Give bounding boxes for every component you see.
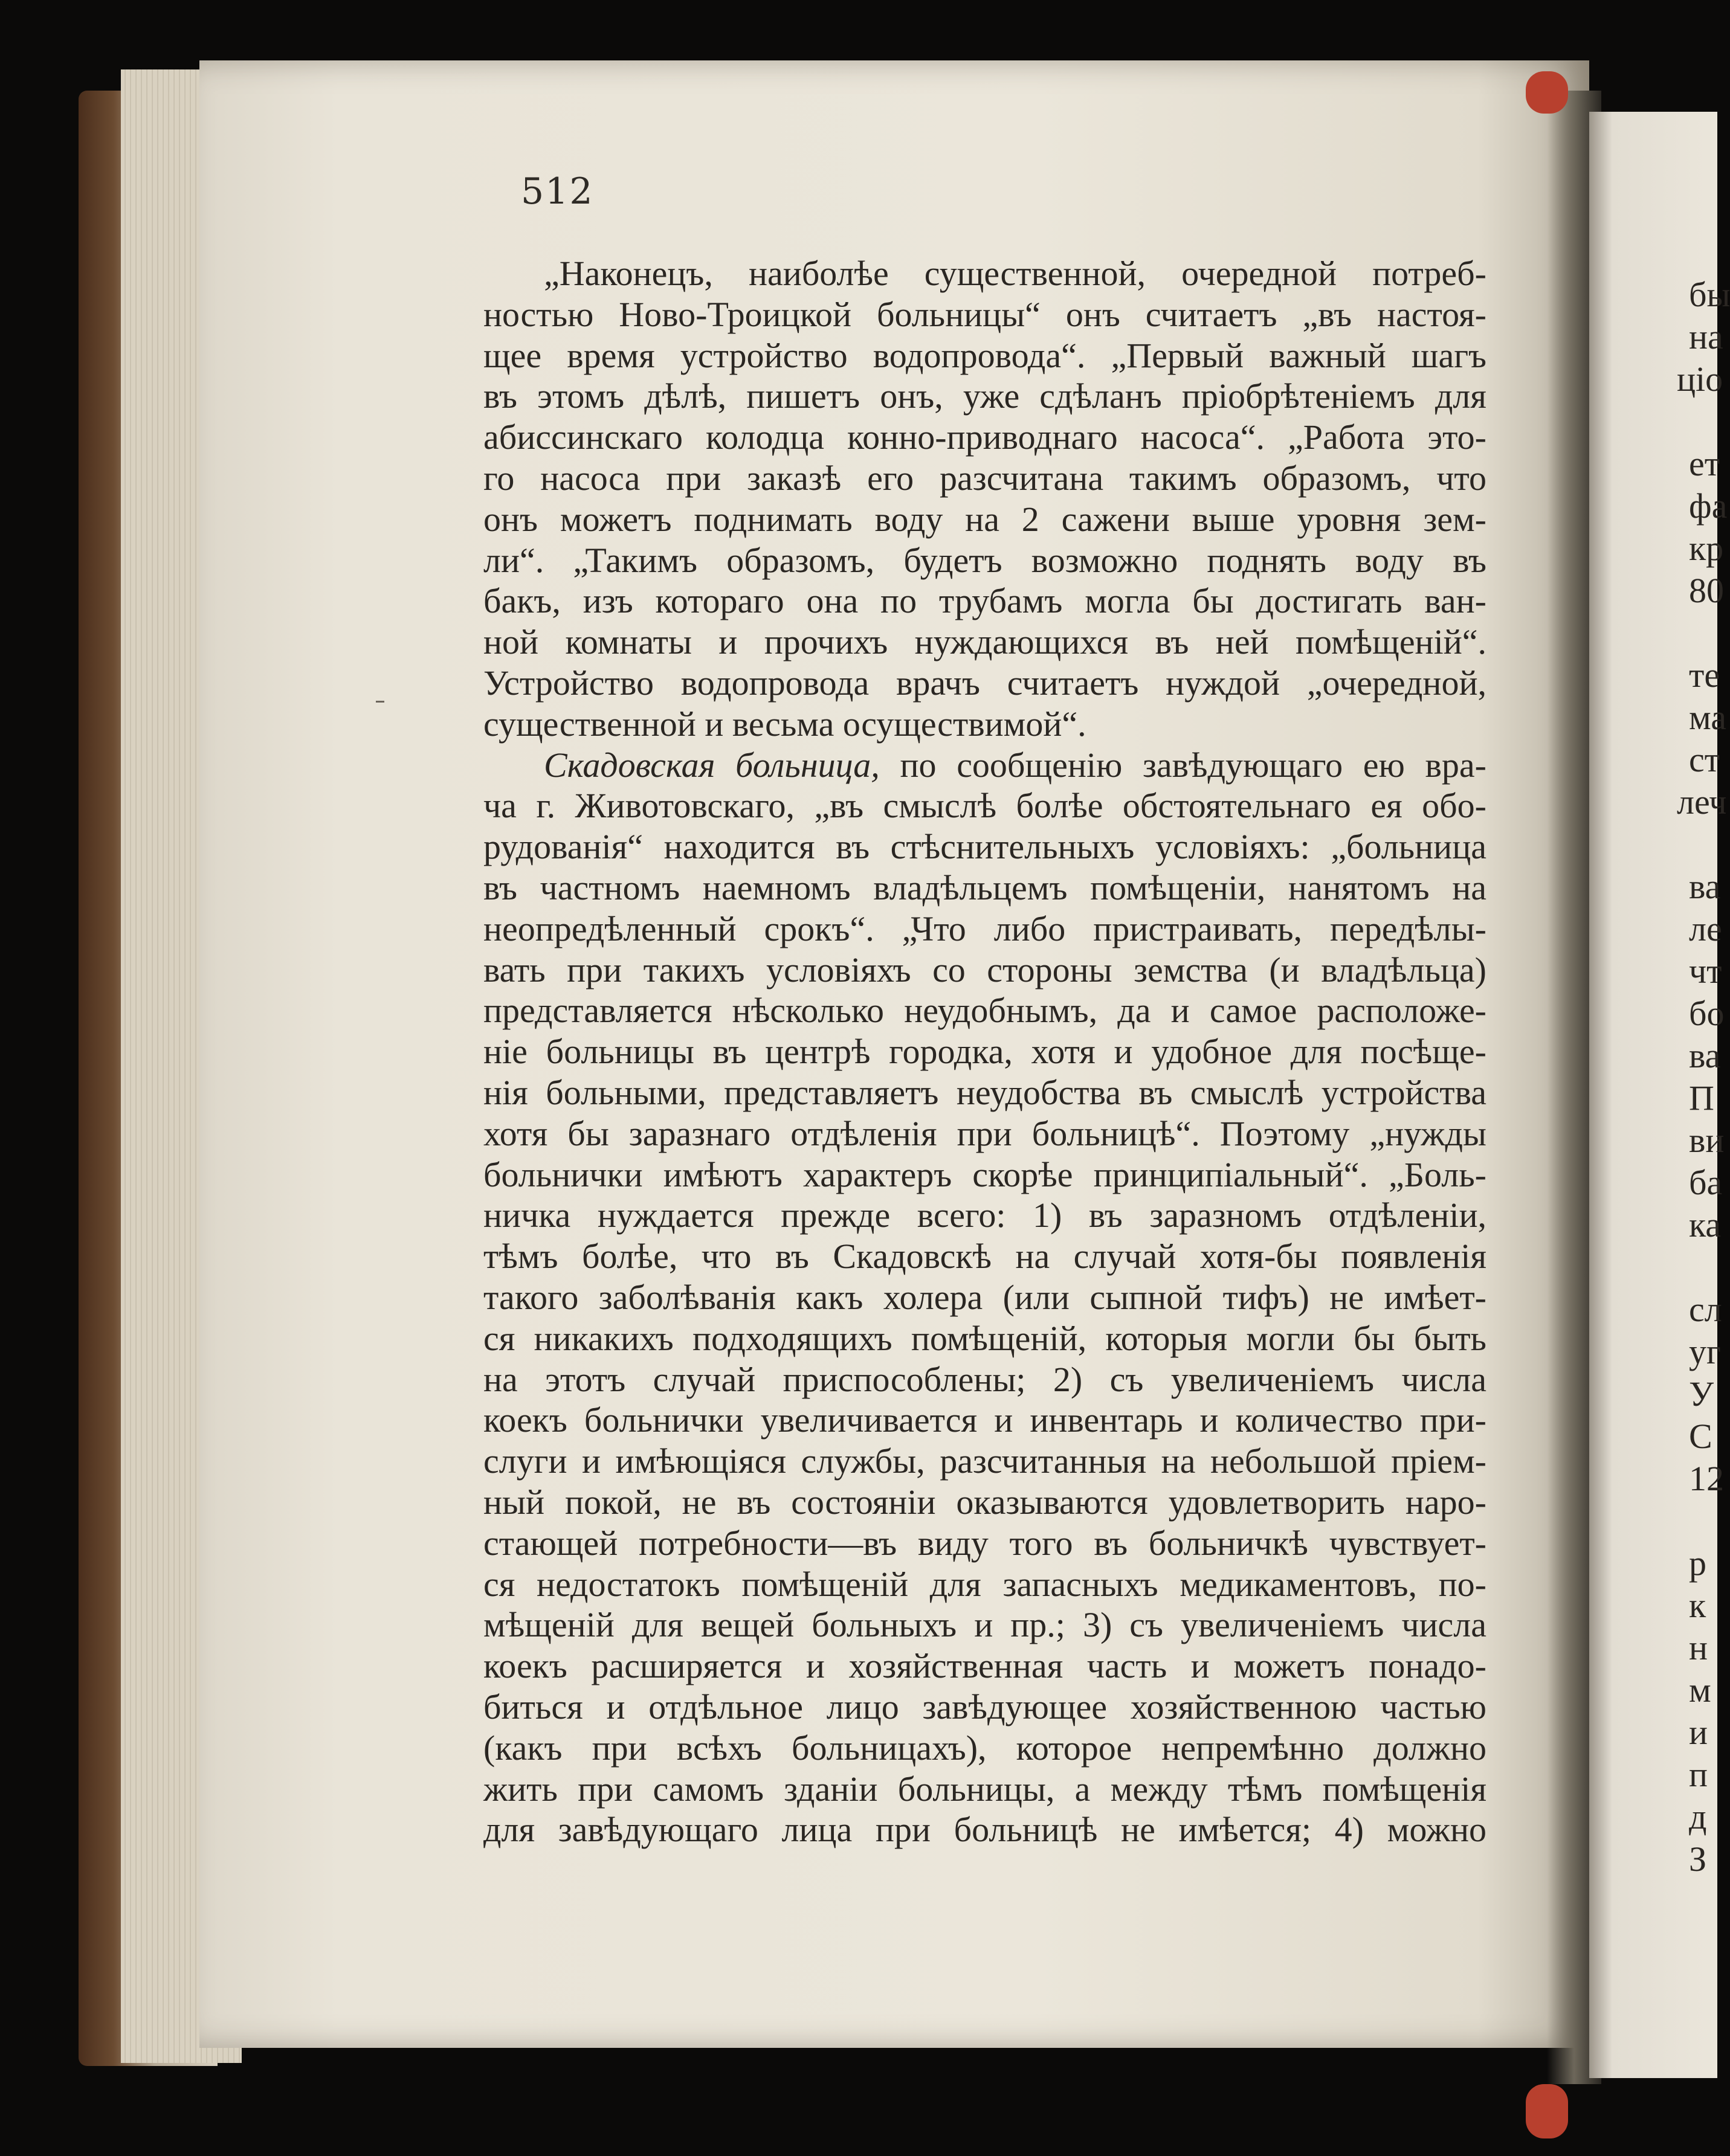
text-line: ничка нуждается прежде всего: 1) въ заразномъ отдѣленіи,	[483, 1195, 1486, 1235]
text-line: ся никакихъ подходящихъ помѣщеній, которыя могли бы быть	[483, 1318, 1486, 1358]
next-page-fragment: С	[1689, 1417, 1712, 1456]
next-page-fragment: чт	[1689, 951, 1722, 991]
text-line: биться и отдѣльное лицо завѣдующее хозяйственною частью	[483, 1687, 1486, 1726]
next-page-fragment: 80	[1689, 571, 1724, 610]
text-line-rest: по сообщенію завѣдующаго ею вра-	[879, 745, 1486, 785]
next-page-fragment: ет	[1689, 444, 1720, 483]
text-line: представляется нѣсколько неудобнымъ, да и самое расположе-	[483, 991, 1486, 1031]
text-line: нія больными, представляетъ неудобства въ смыслѣ устройства	[483, 1073, 1486, 1112]
next-page-fragment: м	[1689, 1670, 1711, 1710]
next-page-fragment: 12	[1689, 1459, 1724, 1498]
next-page-fragment: П	[1689, 1078, 1714, 1118]
text-line: въ частномъ наемномъ владѣльцемъ помѣщеніи, нанятомъ на	[483, 868, 1486, 907]
next-page-fragment: ціо	[1677, 359, 1723, 399]
text-line: онъ можетъ поднимать воду на 2 сажени выше уровня зем-	[483, 499, 1486, 539]
text-line: ностью Ново-Троицкой больницы“ онъ считаетъ „въ настоя-	[483, 294, 1486, 334]
next-page-fragment: и	[1689, 1713, 1708, 1752]
text-line: бакъ, изъ котораго она по трубамъ могла бы достигать ван-	[483, 581, 1486, 621]
next-page-fragment: бо	[1689, 994, 1725, 1033]
text-line: больнички имѣютъ характеръ скорѣе принципіальный“. „Боль-	[483, 1154, 1486, 1194]
next-page-fragment: ма	[1689, 698, 1727, 737]
next-page-fragment: ба	[1689, 1163, 1723, 1202]
next-page-fragment: сл	[1689, 1290, 1722, 1329]
next-page-fragment: ви	[1689, 1121, 1725, 1160]
text-line: щее время устройство водопровода“. „Первый важный шагъ	[483, 335, 1486, 375]
text-line: абиссинскаго колодца конно-приводнаго насоса“. „Работа это-	[483, 417, 1486, 457]
text-line: стающей потребности—въ виду того въ больничкѣ чувствует-	[483, 1523, 1486, 1563]
text-line	[544, 745, 1486, 785]
next-page-fragment: леч	[1677, 782, 1727, 822]
text-line: ча г. Животовскаго, „въ смыслѣ болѣе обстоятельнаго ея обо-	[483, 786, 1486, 826]
next-page-fragment: ле	[1689, 909, 1722, 948]
text-line: слуги и имѣющіяся службы, разсчитанныя на небольшой пріем-	[483, 1441, 1486, 1481]
text-line: Устройство водопровода врачъ считаетъ нуждой „очередной,	[483, 663, 1486, 703]
italic-heading: Скадовская больница,	[544, 745, 880, 785]
text-line: неопредѣленный срокъ“. „Что либо пристраивать, передѣлы-	[483, 909, 1486, 948]
text-line: „Наконецъ, наиболѣе существенной, очередной потреб-	[544, 254, 1486, 293]
next-page-fragment: р	[1689, 1543, 1706, 1583]
next-page-fragment: З	[1689, 1839, 1707, 1879]
text-line: ной комнаты и прочихъ нуждающихся въ ней помѣщеній“.	[483, 622, 1486, 662]
next-page-fragment: уг	[1689, 1332, 1721, 1371]
text-line: (какъ при всѣхъ больницахъ), которое непремѣнно должно	[483, 1728, 1486, 1768]
text-line: коекъ больнички увеличивается и инвентарь и количество при-	[483, 1400, 1486, 1440]
text-line: ли“. „Такимъ образомъ, будетъ возможно поднять воду въ	[483, 540, 1486, 580]
text-line: тѣмъ болѣе, что въ Скадовскѣ на случай хотя-бы появленія	[483, 1237, 1486, 1276]
text-line: мѣщеній для вещей больныхъ и пр.; 3) съ увеличеніемъ числа	[483, 1605, 1486, 1645]
page-number: 512	[521, 170, 594, 213]
text-line: въ этомъ дѣлѣ, пишетъ онъ, уже сдѣланъ пріобрѣтеніемъ для	[483, 376, 1486, 416]
text-line: существенной и весьма осуществимой“.	[483, 704, 1086, 744]
text-line: такого заболѣванія какъ холера (или сыпной тифъ) не имѣет-	[483, 1278, 1486, 1317]
next-page-fragment: п	[1689, 1755, 1708, 1794]
text-line: рудованія“ находится въ стѣснительныхъ условіяхъ: „больница	[483, 827, 1486, 867]
text-line: ный покой, не въ состояніи оказываются удовлетворить наро-	[483, 1482, 1486, 1522]
next-page-fragment: ка	[1689, 1205, 1722, 1244]
next-page-fragment: д	[1689, 1797, 1707, 1836]
next-page-fragment: кр	[1689, 529, 1724, 568]
text-line: го насоса при заказѣ его разсчитана такимъ образомъ, что	[483, 459, 1486, 498]
text-line: вать при такихъ условіяхъ со стороны земства (и владѣльца)	[483, 950, 1486, 990]
next-page-fragment: ст	[1689, 740, 1720, 779]
next-page-fragment: н	[1689, 1628, 1708, 1667]
next-page-fragment: на	[1689, 317, 1723, 356]
next-page-fragment: те	[1689, 655, 1720, 695]
text-line: хотя бы заразнаго отдѣленія при больницѣ“. Поэтому „нужды	[483, 1113, 1486, 1153]
next-page-fragment: ва	[1689, 867, 1721, 906]
text-line: ніе больницы въ центрѣ городка, хотя и удобное для посѣще-	[483, 1032, 1486, 1072]
next-page-fragment: бы	[1689, 275, 1730, 314]
next-page-fragment: У	[1689, 1374, 1714, 1414]
next-page-fragment: фа	[1689, 486, 1728, 526]
text-line: для завѣдующаго лица при больницѣ не имѣется; 4) можно	[483, 1810, 1486, 1850]
text-line: коекъ расширяется и хозяйственная часть и можетъ понадо-	[483, 1646, 1486, 1686]
text-line: ся недостатокъ помѣщеній для запасныхъ медикаментовъ, по-	[483, 1564, 1486, 1604]
next-page-fragment: ва	[1689, 1036, 1721, 1075]
text-line: жить при самомъ зданіи больницы, а между тѣмъ помѣщенія	[483, 1769, 1486, 1809]
text-line: на этотъ случай приспособлены; 2) съ увеличеніемъ числа	[483, 1359, 1486, 1399]
next-page-fragment: к	[1689, 1586, 1706, 1625]
